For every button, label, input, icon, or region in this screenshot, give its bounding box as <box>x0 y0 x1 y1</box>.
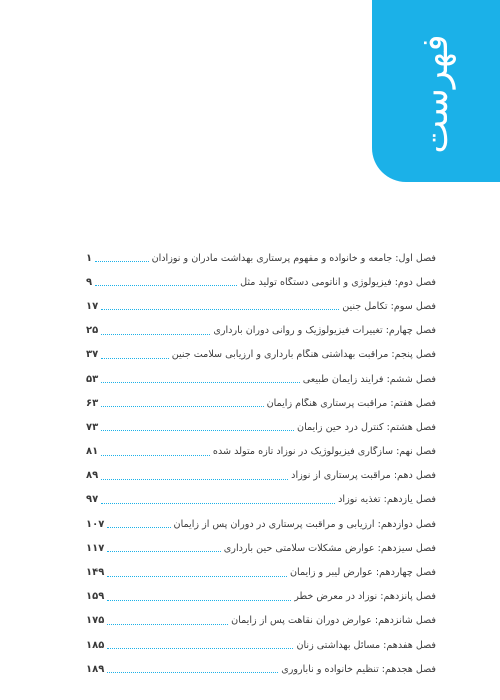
toc-dot-leader <box>101 381 300 383</box>
toc-entry-title: فصل هفدهم: مسائل بهداشتی زنان <box>296 639 436 651</box>
toc-entry[interactable] <box>86 367 436 391</box>
page-title: فهرست <box>415 34 456 154</box>
toc-entry-title: فصل یازدهم: تغذیه نوزاد <box>338 494 436 506</box>
toc-entry[interactable] <box>86 633 436 657</box>
toc-dot-leader <box>107 623 228 625</box>
toc-entry-page-number: ۳۷ <box>86 349 99 361</box>
toc-entry-title: فصل اول: جامعه و خانواده و مفهوم پرستاری بهداشت مادران و نوزادان <box>151 252 436 264</box>
toc-entry-page-number: ۱۸۵ <box>86 639 105 651</box>
toc-entry-title: فصل دوازدهم: ارزیابی و مراقبت پرستاری در دوران پس از زایمان <box>173 518 436 530</box>
toc-entry[interactable] <box>86 657 436 681</box>
toc-dot-leader <box>107 526 170 528</box>
toc-entry-title: فصل هشتم: کنترل درد حین زایمان <box>297 421 436 433</box>
toc-entry[interactable] <box>86 319 436 343</box>
toc-entry-page-number: ۸۱ <box>86 446 99 458</box>
toc-entry[interactable] <box>86 343 436 367</box>
toc-entry-page-number: ۱۸۹ <box>86 663 105 675</box>
toc-entry-title: فصل چهاردهم: عوارض لیبر و زایمان <box>290 567 436 579</box>
toc-entry-title: فصل دوم: فیزیولوژی و آناتومی دستگاه تولید مثل <box>240 276 436 288</box>
toc-entry[interactable] <box>86 536 436 560</box>
toc-entry-title: فصل سوم: تکامل جنین <box>342 300 436 312</box>
toc-dot-leader <box>101 357 168 359</box>
toc-entry-page-number: ۱۵۹ <box>86 591 105 603</box>
toc-dot-leader <box>101 502 335 504</box>
toc-dot-leader <box>95 284 237 286</box>
toc-entry[interactable] <box>86 440 436 464</box>
toc-entry-title: فصل چهارم: تغییرات فیزیولوژیک و روانی دوران بارداری <box>213 325 436 337</box>
toc-entry-page-number: ۱۷۵ <box>86 615 105 627</box>
table-of-contents <box>86 246 436 681</box>
toc-entry-page-number: ۹ <box>86 276 93 288</box>
toc-dot-leader <box>101 405 263 407</box>
toc-entry-page-number: ۷۳ <box>86 421 99 433</box>
toc-entry-page-number: ۲۵ <box>86 325 99 337</box>
toc-entry-page-number: ۱۷ <box>86 300 99 312</box>
toc-entry-page-number: ۱۱۷ <box>86 542 105 554</box>
toc-entry[interactable] <box>86 391 436 415</box>
toc-entry-page-number: ۹۷ <box>86 494 99 506</box>
toc-dot-leader <box>101 478 288 480</box>
toc-entry-title: فصل پنجم: مراقبت بهداشتی هنگام بارداری و ارزیابی سلامت جنین <box>171 349 436 361</box>
toc-dot-leader <box>107 671 278 673</box>
toc-entry-page-number: ۵۳ <box>86 373 99 385</box>
toc-entry[interactable] <box>86 585 436 609</box>
toc-entry[interactable] <box>86 246 436 270</box>
toc-entry-title: فصل دهم: مراقبت پرستاری از نوزاد <box>291 470 436 482</box>
title-tab <box>372 0 500 182</box>
toc-entry[interactable] <box>86 270 436 294</box>
toc-entry[interactable] <box>86 464 436 488</box>
toc-entry[interactable] <box>86 488 436 512</box>
toc-entry-title: فصل ششم: فرایند زایمان طبیعی <box>302 373 436 385</box>
toc-entry[interactable] <box>86 415 436 439</box>
toc-dot-leader <box>101 429 294 431</box>
toc-dot-leader <box>107 647 293 649</box>
toc-entry-page-number: ۱۴۹ <box>86 567 105 579</box>
toc-entry-title: فصل هفتم: مراقبت پرستاری هنگام زایمان <box>266 397 436 409</box>
toc-entry-page-number: ۱ <box>86 252 93 264</box>
toc-dot-leader <box>101 308 339 310</box>
toc-entry[interactable] <box>86 609 436 633</box>
toc-dot-leader <box>107 599 291 601</box>
toc-entry-page-number: ۸۹ <box>86 470 99 482</box>
toc-entry[interactable] <box>86 294 436 318</box>
toc-entry-title: فصل هجدهم: تنظیم خانواده و ناباروری <box>281 663 436 675</box>
toc-dot-leader <box>107 550 220 552</box>
toc-dot-leader <box>95 260 148 262</box>
toc-entry-title: فصل نهم: سازگاری فیزیولوژیک در نوزاد تازه متولد شده <box>212 446 436 458</box>
toc-entry[interactable] <box>86 560 436 584</box>
toc-dot-leader <box>101 454 210 456</box>
toc-entry-title: فصل پانزدهم: نوزاد در معرض خطر <box>294 591 436 603</box>
toc-entry-title: فصل سیزدهم: عوارض مشکلات سلامتی حین بارداری <box>223 542 436 554</box>
toc-dot-leader <box>101 333 210 335</box>
toc-entry-title: فصل شانزدهم: عوارض دوران نقاهت پس از زایمان <box>231 615 436 627</box>
toc-entry-page-number: ۶۳ <box>86 397 99 409</box>
toc-dot-leader <box>107 575 287 577</box>
toc-entry[interactable] <box>86 512 436 536</box>
toc-entry-page-number: ۱۰۷ <box>86 518 105 530</box>
